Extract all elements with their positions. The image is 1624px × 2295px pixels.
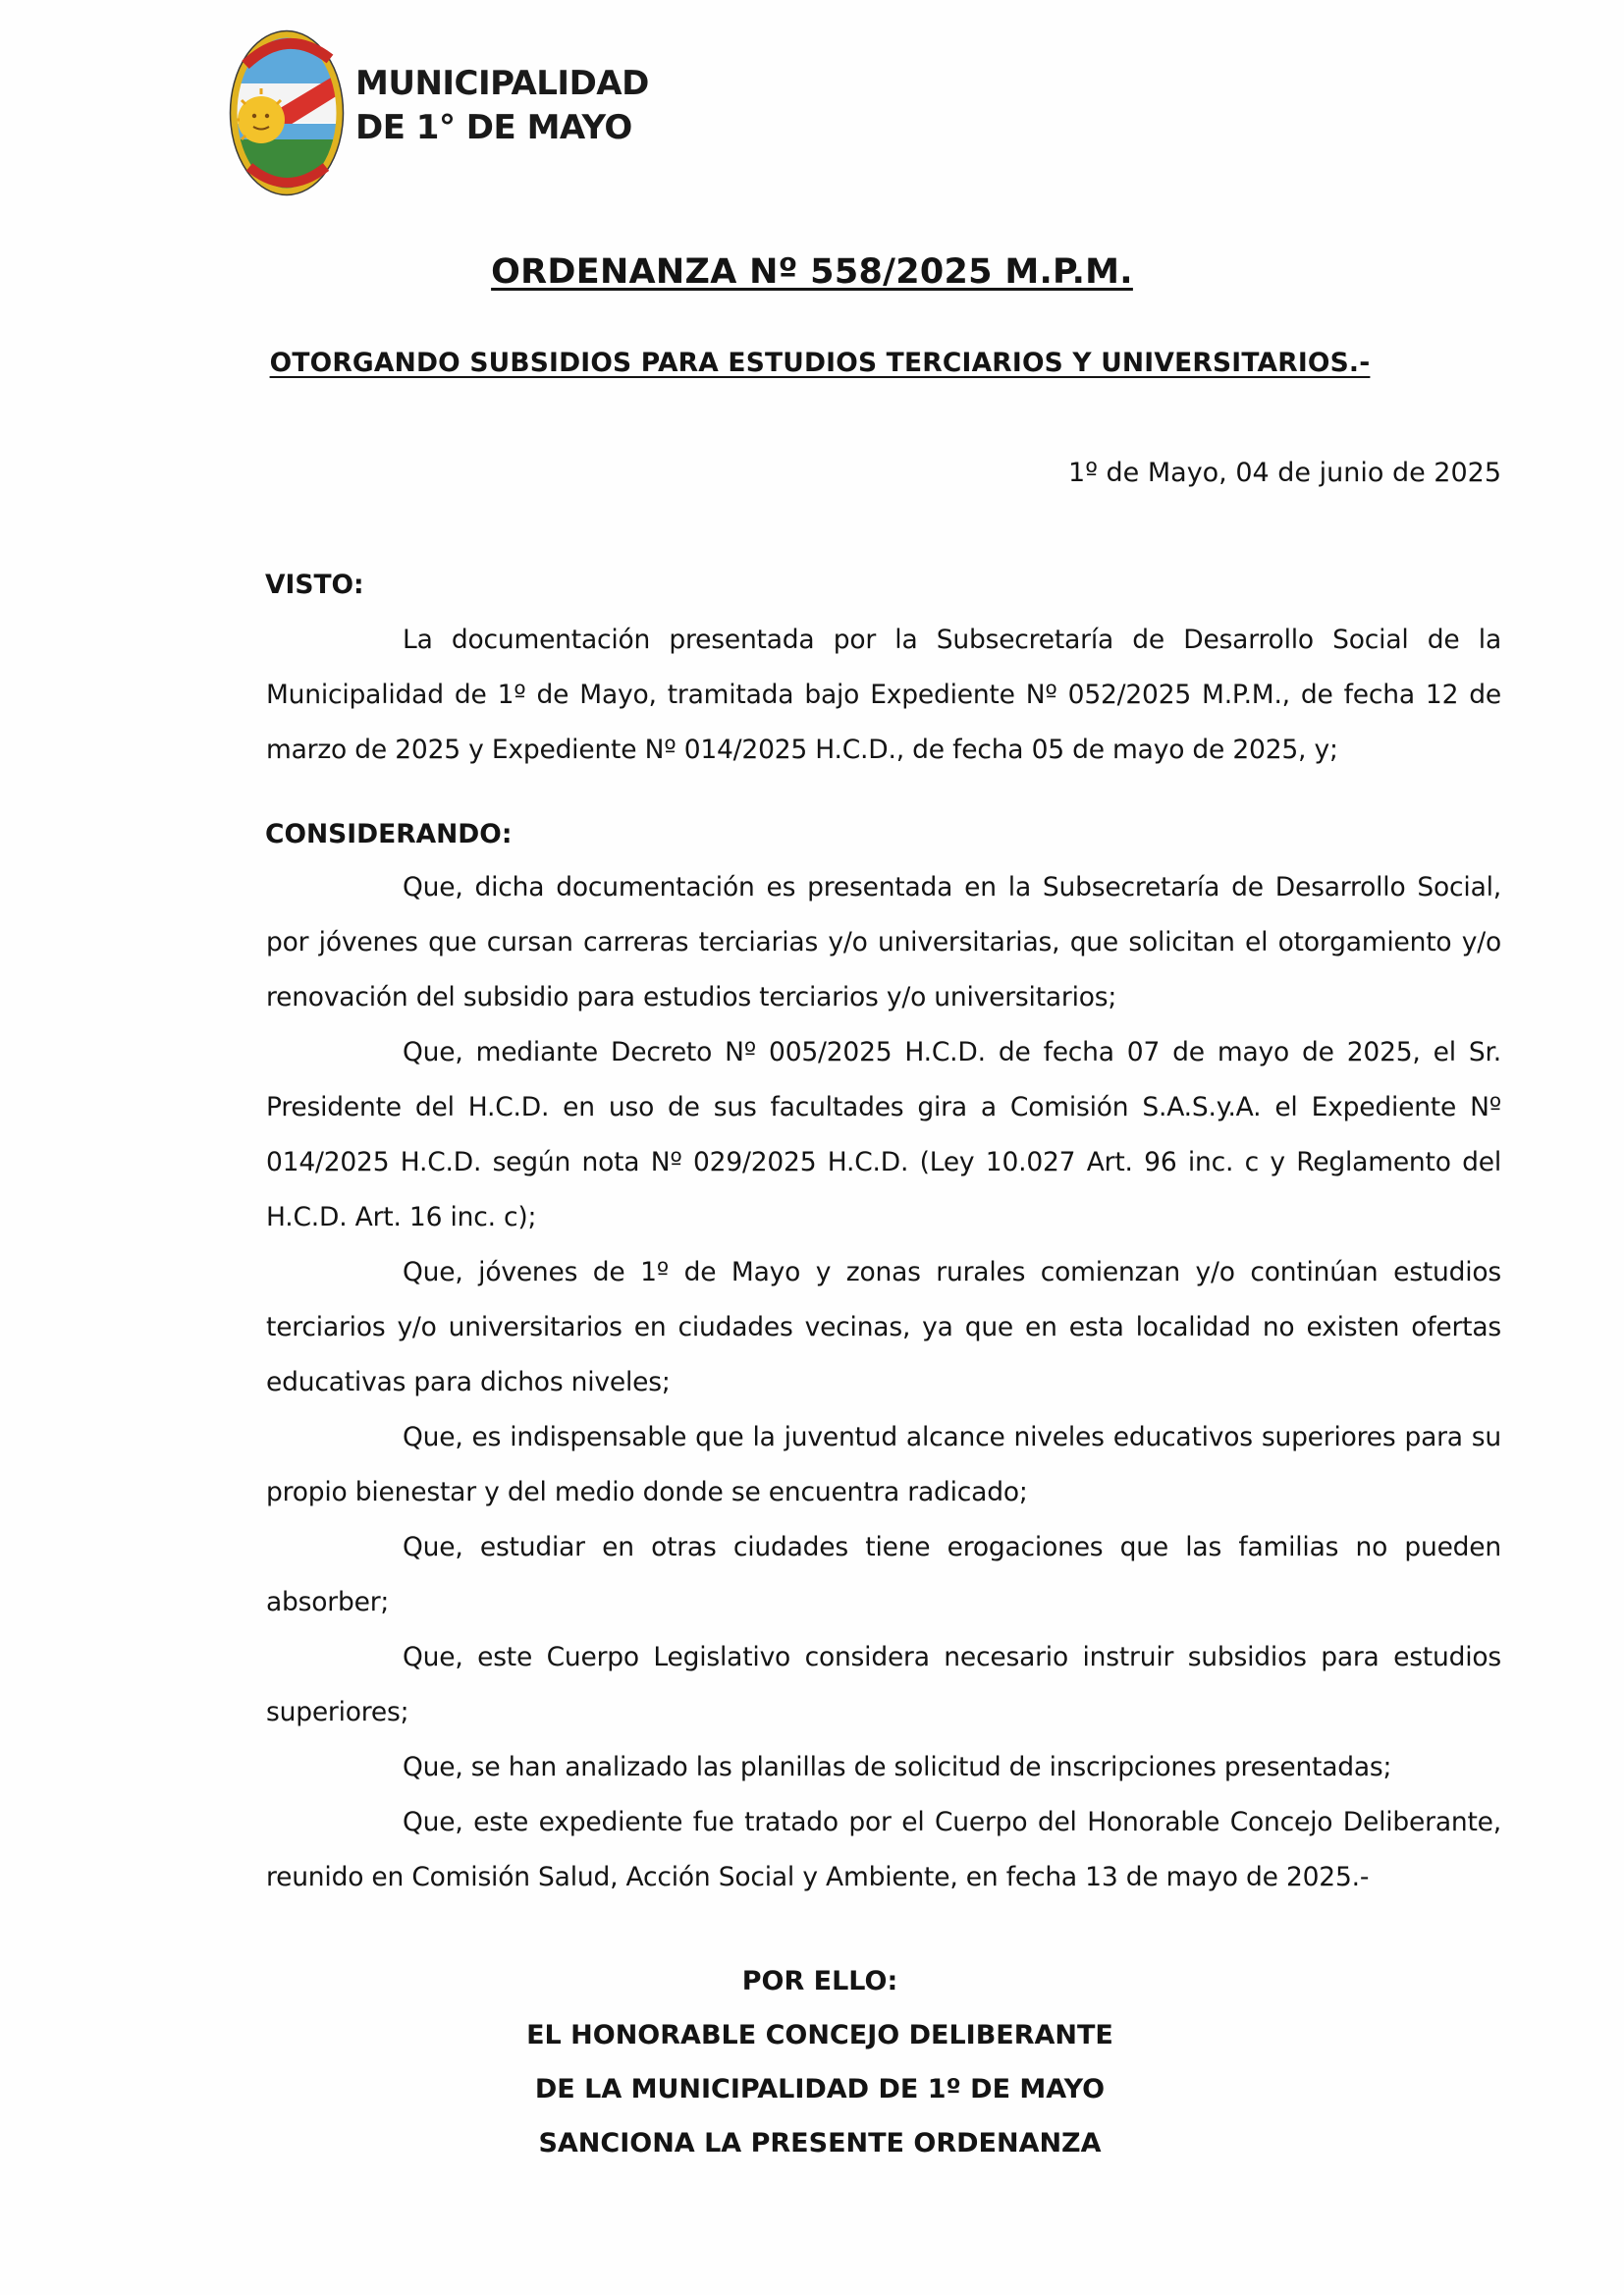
considerando-paragraph: Que, jóvenes de 1º de Mayo y zonas rurales comienzan y/o continúan estudios terciarios y/o universitarios en ciudades vecinas, ya que en esta localidad no existen ofertas educativas para dichos niveles;: [266, 1257, 1501, 1397]
municipal-coat-of-arms-icon: [228, 29, 346, 196]
closing-block: [8, 1954, 1624, 2170]
municipality-name-line1: MUNICIPALIDAD: [355, 64, 649, 103]
considerando-paragraph: Que, mediante Decreto Nº 005/2025 H.C.D. de fecha 07 de mayo de 2025, el Sr. Presidente del H.C.D. en uso de sus facultades gira a Comisión S.A.S.y.A. el Expediente Nº 014/2025 H.C.D. según nota Nº 029/2025 H.C.D. (Ley 10.027 Art. 96 inc. c y Reglamento del H.C.D. Art. 16 inc. c);: [266, 1037, 1501, 1232]
visto-section: [266, 613, 1501, 778]
considerando-paragraph: Que, este Cuerpo Legislativo considera necesario instruir subsidios para estudios superiores;: [266, 1642, 1501, 1727]
closing-por-ello: POR ELLO:: [741, 1966, 898, 1996]
considerando-paragraph: Que, este expediente fue tratado por el Cuerpo del Honorable Concejo Deliberante, reunido en Comisión Salud, Acción Social y Ambiente, en fecha 13 de mayo de 2025.-: [266, 1807, 1501, 1892]
visto-paragraph: La documentación presentada por la Subsecretaría de Desarrollo Social de la Municipalidad de 1º de Mayo, tramitada bajo Expediente Nº 052/2025 M.P.M., de fecha 12 de marzo de 2025 y Expediente Nº 014/2025 H.C.D., de fecha 05 de mayo de 2025, y;: [266, 625, 1501, 765]
closing-concejo: EL HONORABLE CONCEJO DELIBERANTE: [526, 2020, 1113, 2050]
closing-sanciona: SANCIONA LA PRESENTE ORDENANZA: [538, 2128, 1102, 2158]
document-subtitle: OTORGANDO SUBSIDIOS PARA ESTUDIOS TERCIARIOS Y UNIVERSITARIOS.-: [269, 348, 1371, 378]
closing-municipalidad: DE LA MUNICIPALIDAD DE 1º DE MAYO: [534, 2074, 1106, 2104]
considerando-section: [266, 860, 1501, 1905]
considerando-heading: CONSIDERANDO:: [265, 819, 513, 849]
municipality-name-line2: DE 1° DE MAYO: [355, 108, 632, 147]
considerando-paragraph: Que, dicha documentación es presentada en la Subsecretaría de Desarrollo Social, por jóvenes que cursan carreras terciarias y/o universitarias, que solicitan el otorgamiento y/o renovación del subsidio para estudios terciarios y/o universitarios;: [266, 872, 1501, 1012]
document-title: ORDENANZA Nº 558/2025 M.P.M.: [491, 252, 1133, 292]
considerando-paragraph: Que, estudiar en otras ciudades tiene erogaciones que las familias no pueden absorber;: [266, 1532, 1501, 1617]
municipality-name: [355, 62, 649, 150]
considerando-paragraph: Que, es indispensable que la juventud alcance niveles educativos superiores para su propio bienestar y del medio donde se encuentra radicado;: [266, 1422, 1501, 1507]
document-date: 1º de Mayo, 04 de junio de 2025: [1068, 458, 1501, 488]
visto-heading: VISTO:: [265, 570, 364, 600]
considerando-paragraph: Que, se han analizado las planillas de solicitud de inscripciones presentadas;: [403, 1752, 1392, 1782]
